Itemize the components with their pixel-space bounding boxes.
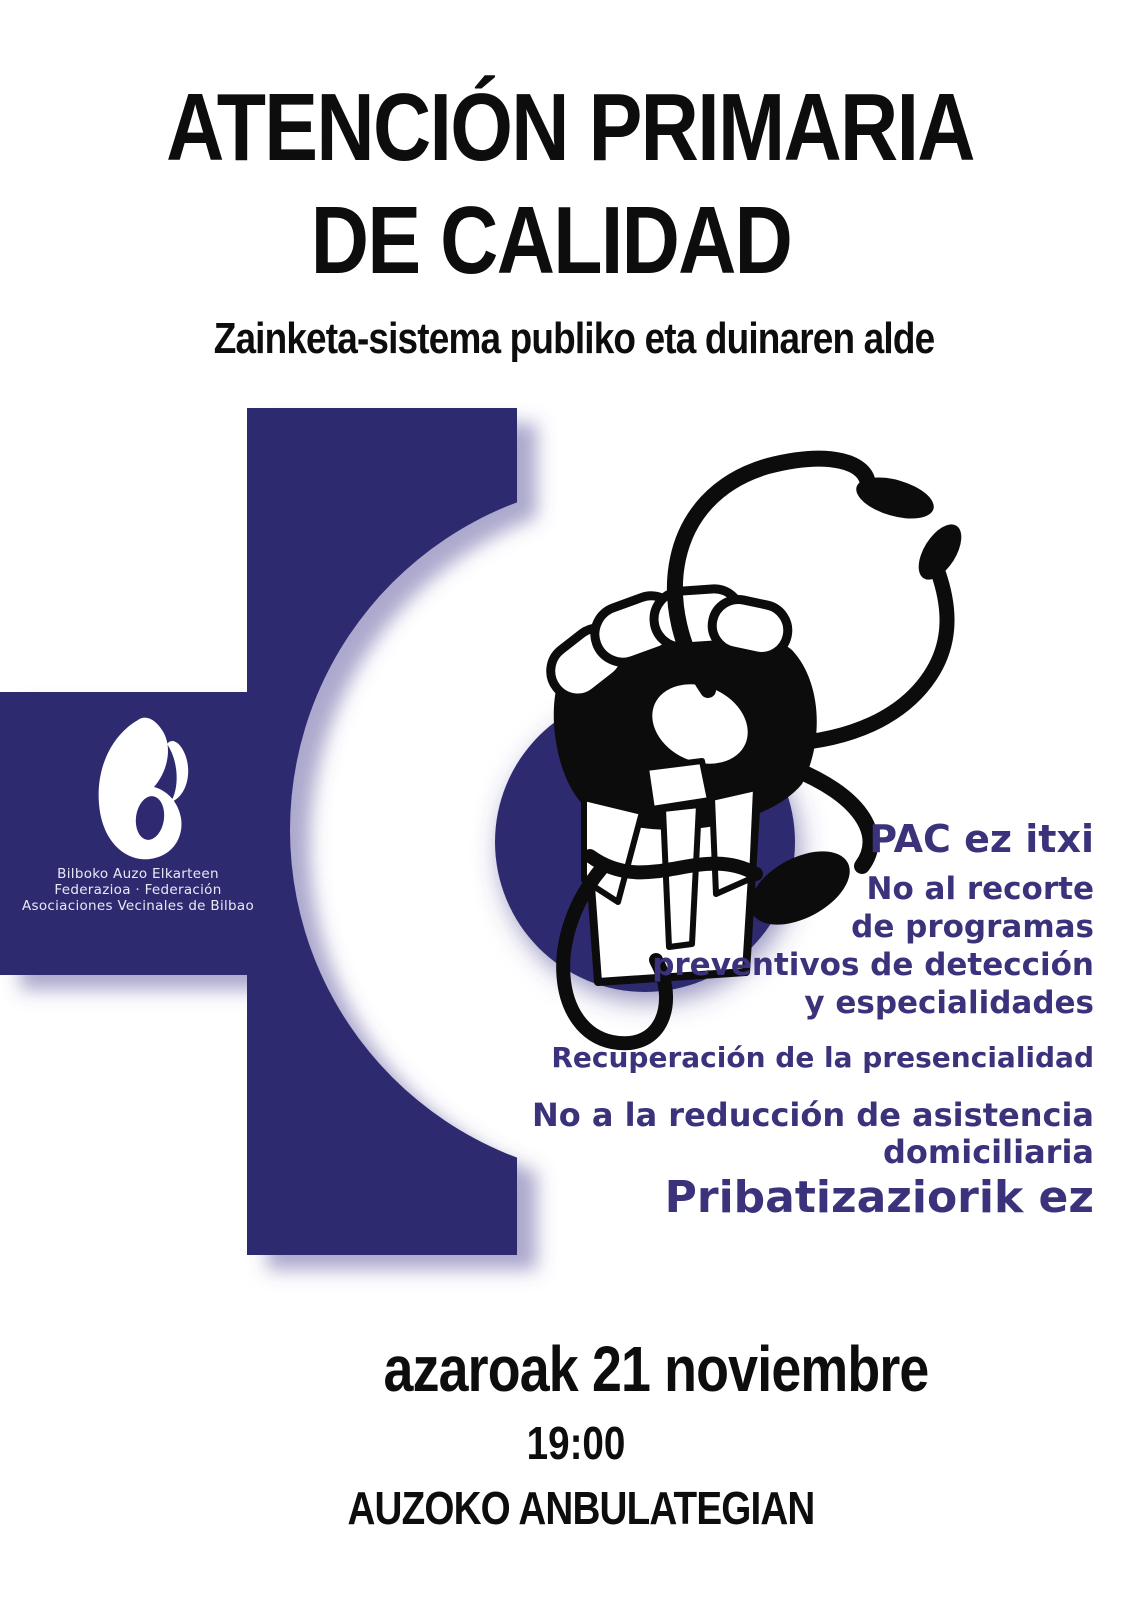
demand-recorte-line2: de programas <box>851 909 1094 945</box>
demand-reduccion-line2: domiciliaria <box>882 1133 1094 1171</box>
medical-cross-icon <box>0 408 517 1255</box>
event-date: azaroak 21 noviembre <box>383 1333 929 1405</box>
demand-reduccion <box>532 1097 1094 1171</box>
demand-recorte-line3: preventivos de detección <box>652 947 1094 983</box>
demand-pac: PAC ez itxi <box>869 817 1094 861</box>
demand-reduccion-line1: No a la reducción de asistencia <box>531 1096 1094 1134</box>
demand-recorte-line1: No al recorte <box>866 871 1094 907</box>
demand-recuperacion: Recuperación de la presencialidad <box>551 1041 1094 1074</box>
logo-line-spanish: Asociaciones Vecinales de Bilbao <box>21 898 255 914</box>
logo-line-basque: Bilboko Auzo Elkarteen <box>57 866 219 882</box>
demand-recorte-line4: y especialidades <box>804 985 1094 1021</box>
event-place: AUZOKO ANBULATEGIAN <box>347 1482 815 1534</box>
poster-title-line2: DE CALIDAD <box>310 187 792 294</box>
logo-line-federation: Federazioa · Federación <box>54 882 222 898</box>
poster-subtitle: Zainketa-sistema publiko eta duinaren alde <box>213 314 935 363</box>
demand-recorte <box>652 870 1094 1022</box>
federation-logo-caption <box>22 866 254 914</box>
demand-pribatizaziorik: Pribatizaziorik ez <box>664 1172 1094 1223</box>
event-time: 19:00 <box>526 1417 626 1469</box>
poster-title-line1: ATENCIÓN PRIMARIA <box>166 74 974 181</box>
